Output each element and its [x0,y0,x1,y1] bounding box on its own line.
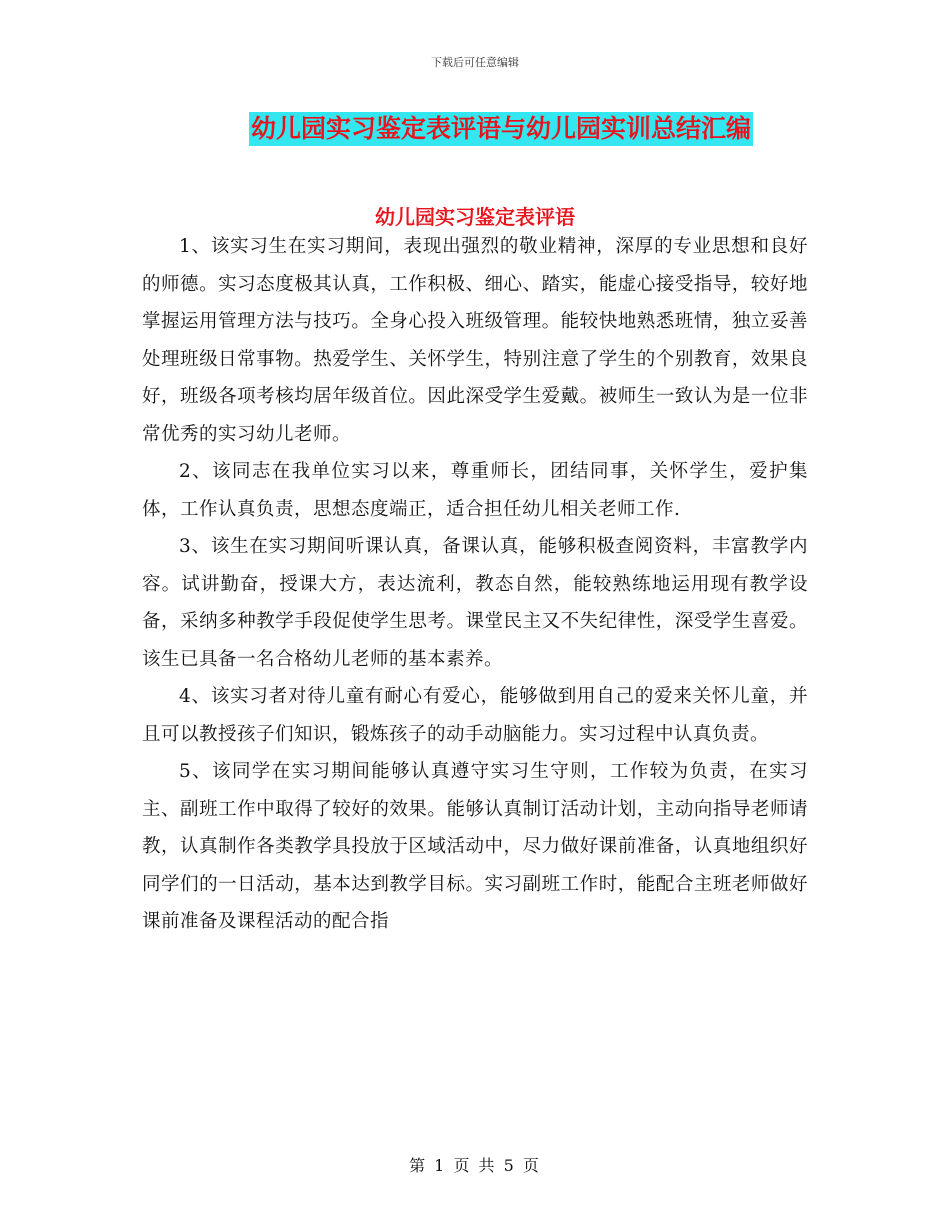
paragraph-1: 1、该实习生在实习期间，表现出强烈的敬业精神，深厚的专业思想和良好的师德。实习态度极其认真，工作积极、细心、踏实，能虚心接受指导，较好地掌握运用管理方法与技巧。全身心投入班级管理。能较快地熟悉班情，独立妥善处理班级日常事物。热爱学生、关怀学生，特别注意了学生的个别教育，效果良好，班级各项考核均居年级首位。因此深受学生爱戴。被师生一致认为是一位非常优秀的实习幼儿老师。 [142,236,808,445]
page-footer: 第 1 页 共 5 页 [409,1156,541,1175]
paragraph-3: 3、该生在实习期间听课认真，备课认真，能够积极查阅资料，丰富教学内容。试讲勤奋，授课大方，表达流利，教态自然，能较熟练地运用现有教学设备，采纳多种教学手段促使学生思考。课堂民主又不失纪律性，深受学生喜爱。该生已具备一名合格幼儿老师的基本素养。 [142,536,808,670]
paragraph-5: 5、该同学在实习期间能够认真遵守实习生守则，工作较为负责，在实习主、副班工作中取得了较好的效果。能够认真制订活动计划，主动向指导老师请教，认真制作各类教学具投放于区域活动中，尽力做好课前准备，认真地组织好同学们的一日活动，基本达到教学目标。实习副班工作时，能配合主班老师做好课前准备及课程活动的配合指 [142,761,808,932]
document-title: 幼儿园实习鉴定表评语与幼儿园实训总结汇编 [249,112,753,146]
paragraph-4: 4、该实习者对待儿童有耐心有爱心，能够做到用自己的爱来关怀儿童，并且可以教授孩子们知识，锻炼孩子的动手动脑能力。实习过程中认真负责。 [142,686,808,745]
document-body [142,228,808,941]
section-title: 幼儿园实习鉴定表评语 [375,205,575,229]
document-title-block [0,112,950,146]
paragraph-2: 2、该同志在我单位实习以来，尊重师长，团结同事，关怀学生，爱护集体，工作认真负责，思想态度端正，适合担任幼儿相关老师工作. [142,461,808,520]
header-note: 下载后可任意编辑 [431,56,519,69]
